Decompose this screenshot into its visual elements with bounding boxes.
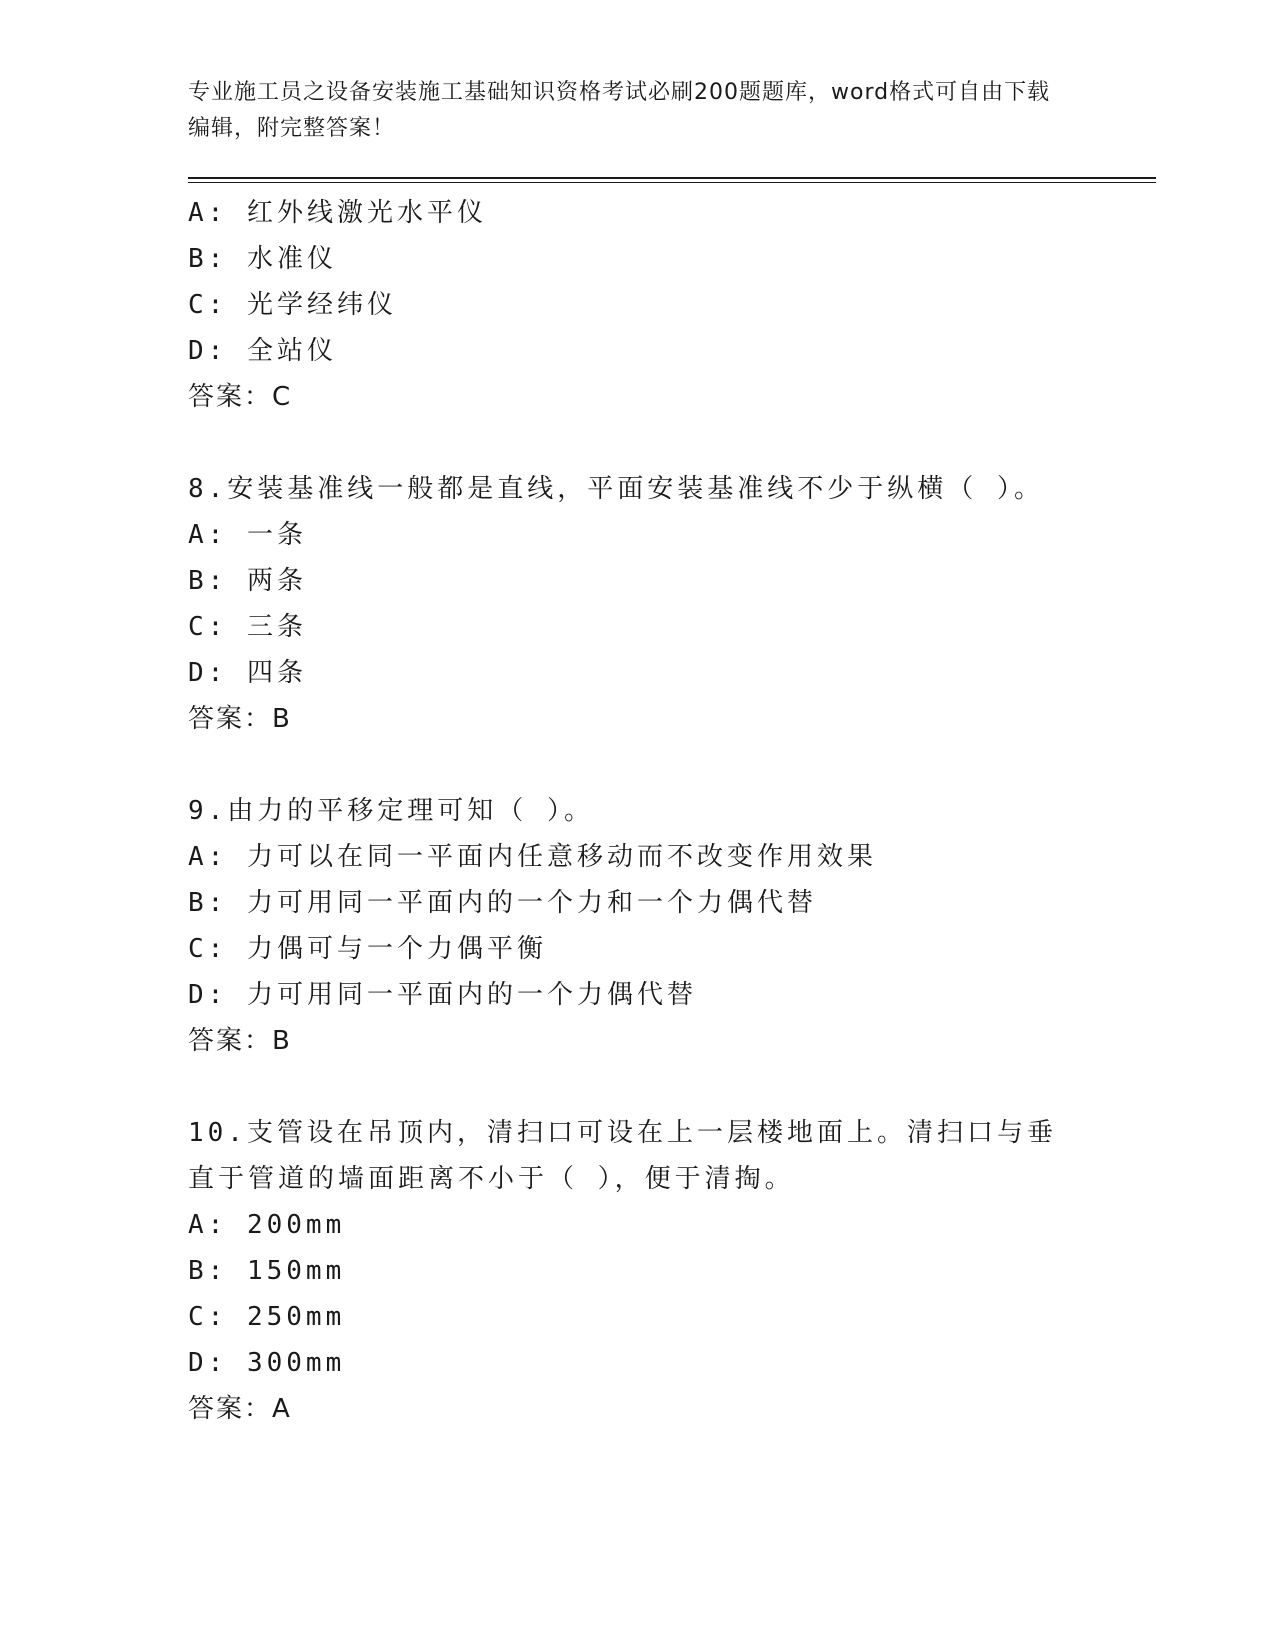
option-b: B: 力可用同一平面内的一个力和一个力偶代替 (188, 888, 817, 918)
question-text: 8.安装基准线一般都是直线，平面安装基准线不少于纵横（ ）。 (188, 474, 1044, 504)
option-a: A: 200mm (188, 1210, 346, 1240)
option-d: D: 力可用同一平面内的一个力偶代替 (188, 980, 697, 1010)
document-header: 专业施工员之设备安装施工基础知识资格考试必刷200题题库，word格式可自由下载编辑，附完整答案！ (188, 80, 1051, 141)
option-c: C: 力偶可与一个力偶平衡 (188, 934, 547, 964)
header-divider (188, 177, 1156, 179)
question-list (188, 190, 1088, 1432)
option-d: D: 300mm (188, 1348, 346, 1378)
option-a: A: 一条 (188, 520, 307, 550)
question-block (188, 1110, 1088, 1432)
option-c: C: 光学经纬仪 (188, 290, 397, 320)
option-c: C: 250mm (188, 1302, 346, 1332)
option-b: B: 水准仪 (188, 244, 337, 274)
option-a: A: 力可以在同一平面内任意移动而不改变作用效果 (188, 842, 877, 872)
option-b: B: 两条 (188, 566, 307, 596)
option-c: C: 三条 (188, 612, 307, 642)
question-text: 9.由力的平移定理可知（ ）。 (188, 796, 594, 826)
answer-line: 答案：B (188, 704, 292, 734)
option-d: D: 四条 (188, 658, 307, 688)
answer-line: 答案：B (188, 1026, 292, 1056)
answer-line: 答案：C (188, 382, 293, 412)
option-a: A: 红外线激光水平仪 (188, 198, 487, 228)
answer-line: 答案：A (188, 1394, 292, 1424)
question-block (188, 466, 1088, 742)
question-block (188, 788, 1088, 1064)
header-divider-thin (188, 182, 1156, 183)
question-text: 10.支管设在吊顶内，清扫口可设在上一层楼地面上。清扫口与垂直于管道的墙面距离不小于（ ），便于清掏。 (188, 1118, 1057, 1194)
spacer (188, 1064, 1088, 1110)
spacer (188, 742, 1088, 788)
option-d: D: 全站仪 (188, 336, 337, 366)
spacer (188, 420, 1088, 466)
question-block (188, 190, 1088, 420)
option-b: B: 150mm (188, 1256, 346, 1286)
